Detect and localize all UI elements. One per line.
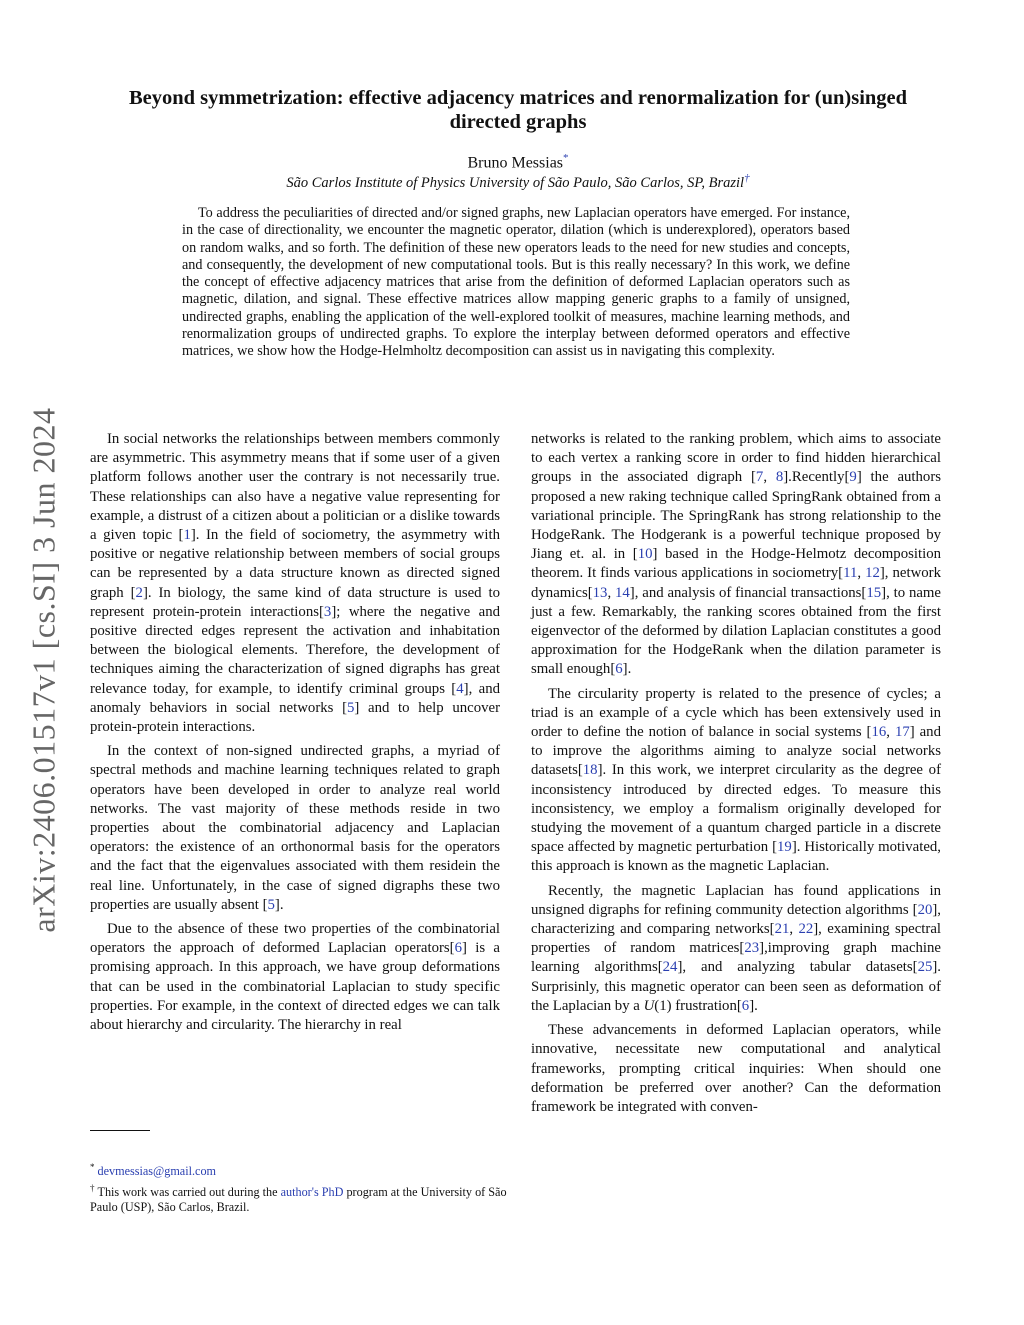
phd-link[interactable]: author's PhD <box>280 1184 344 1199</box>
citation-link[interactable]: 10 <box>637 546 653 563</box>
citation-link[interactable]: 14 <box>614 584 630 601</box>
author-line <box>120 152 916 172</box>
citation-link[interactable]: 16 <box>871 724 887 741</box>
citation-link[interactable]: 5 <box>347 699 355 716</box>
citation-link[interactable]: 15 <box>866 584 882 601</box>
paragraph-deformed-laplacian: Due to the absence of these two properties of the combinatorial operators the approach of deformed Laplacian operators[6] is a promising approach. In this approach, we have group deformations that can be used in the combinatorial Laplacian to study specific properties. For example, in the context of directed edges we can talk about hierarchy and circularity. The hierarchy in real <box>90 921 500 1034</box>
citation-link[interactable]: 3 <box>323 603 332 620</box>
paragraph-circularity: The circularity property is related to the presence of cycles; a triad is an example of a cycle which has been extensively used in order to define the notion of balance in social systems [16, 17] and to improve the algorithms aiming to analyze social networks datasets[18]. In this work, we interpret circularity as the degree of inconsistency introduced by directed edges. To measure this inconsistency, we employ a formalism originally developed for studying the movement of a quantum charged particle in a discrete space affected by magnetic perturbation [19]. Historically motivated, this approach is known as the magnetic Laplacian. <box>531 685 941 875</box>
citation-link[interactable]: 23 <box>744 940 760 957</box>
footnotes <box>90 1160 510 1217</box>
citation-link[interactable]: 20 <box>917 901 933 918</box>
citation-link[interactable]: 6 <box>454 940 462 957</box>
footnote-phd: † This work was carried out during the author's PhD program at the University of São Paulo (USP), São Carlos, Brazil. <box>90 1182 507 1215</box>
paragraph-spectral-methods: In the context of non-signed undirected graphs, a myriad of spectral methods and machine learning techniques related to graph operators have been developed in order to analyze real world networks. The vast majority of these methods reside in two properties about the combinatorial adjacency and Laplacian operators: the existence of an orthonormal basis for the operators and the fact that the eigenvalues associated with them residein the real line. Unfortunately, in the case of signed digraphs these two properties are usually absent [5]. <box>90 743 500 913</box>
affiliation-footnote-mark[interactable]: † <box>744 172 750 184</box>
left-column <box>90 430 500 1040</box>
citation-link[interactable]: 2 <box>135 584 143 601</box>
citation-link[interactable]: 8 <box>775 469 784 486</box>
citation-link[interactable]: 7 <box>755 469 764 486</box>
citation-link[interactable]: 11 <box>843 565 858 582</box>
paragraph-magnetic-laplacian: Recently, the magnetic Laplacian has found applications in unsigned digraphs for refining community detection algorithms [20], characterizing and comparing networks[21, 22], examining spectral properties of random matrices[23],improving graph machine learning algorithms[24], and analyzing tabular datasets[25]. Surprisinly, this magnetic operator can been seen as deformation of the Laplacian by a U(1) frustration[6]. <box>531 882 941 1014</box>
paragraph-advancements: These advancements in deformed Laplacian operators, while innovative, necessitate new computational and analytical frameworks, prompting critical inquiries: When should one deformation be preferred over another? Can the deformation framework be integrated with conven- <box>531 1022 941 1115</box>
citation-link[interactable]: 6 <box>615 661 623 678</box>
citation-link[interactable]: 13 <box>592 584 608 601</box>
footnote-divider <box>90 1130 150 1131</box>
paragraph-ranking: networks is related to the ranking problem, which aims to associate to each vertex a ranking score in order to find hidden hierarchical groups in the associated digraph [7, 8].Recently[9] the authors proposed a new raking technique called SpringRank obtained from a variational principle. The SpringRank has strong relationship to the HodgeRank. The Hodgerank is a powerful technique proposed by Jiang et. al. in [10] based in the Hodge-Helmotz decomposition theorem. It finds various applications in sociometry[11, 12], network dynamics[13, 14], and analysis of financial transactions[15], to name just a few. Remarkably, the ranking scores obtained from the first eigenvector of the deformed by dilation Laplacian constitutes a good approximation for the HodgeRank when the dilation parameter is small enough[6]. <box>531 431 942 678</box>
abstract: To address the peculiarities of directed and/or signed graphs, new Laplacian operators have emerged. For instance, in the case of directionality, we encounter the magnetic operator, dilation (which is underexplored), operators based on random walks, and so forth. The definition of these new operators leads to the need for new studies and concepts, and consequently, the development of new computational tools. But is this really necessary? In this work, we define the concept of effective adjacency matrices that arise from the definition of deformed Laplacian operators such as magnetic, dilation, and signal. These effective matrices allow mapping generic graphs to a family of unsigned, undirected graphs, enabling the application of the well-explored toolkit of measures, machine learning methods, and renormalization groups of undirected graphs. To explore the interplay between deformed operators and effective matrices, we show how the Hodge-Helmholtz decomposition can assist us in navigating this complexity. <box>182 205 850 360</box>
affiliation-text: São Carlos Institute of Physics University of São Paulo, São Carlos, SP, Brazil <box>286 174 745 191</box>
citation-link[interactable]: 5 <box>267 896 275 913</box>
paragraph-social-networks: In social networks the relationships between members commonly are asymmetric. This asymmetry means that if some user of a given platform follows another user the contrary is not necessarily true. These relationships can also have a negative value representing for example, a distrust of a citizen about a politician or a dislike towards a given topic [1]. In the field of sociometry, the asymmetry with positive or negative relationship between members of social groups can be represented by a data structure known as directed signed graph [2]. In biology, the same kind of data structure is used to represent protein-protein interactions[3]; where the negative and positive directed edges represent the activation and inhabitation between the biological elements. Therefore, the development of techniques aiming the characterization of signed digraphs has great relevance today, for example, to identify criminal groups [4], and anomaly behaviors in social networks [5] and to help uncover protein-protein interactions. <box>90 431 500 736</box>
right-column <box>531 430 941 1122</box>
citation-link[interactable]: 22 <box>798 921 814 938</box>
citation-link[interactable]: 9 <box>849 469 857 486</box>
citation-link[interactable]: 24 <box>662 959 678 976</box>
paper-title: Beyond symmetrization: effective adjacency matrices and renormalization for (un)singed directed graphs <box>128 87 908 133</box>
citation-link[interactable]: 1 <box>183 527 191 544</box>
citation-link[interactable]: 25 <box>917 959 933 976</box>
affiliation <box>120 172 916 192</box>
arxiv-sidebar <box>12 380 76 960</box>
arxiv-identifier: arXiv:2406.01517v1 [cs.SI] 3 Jun 2024 <box>25 407 62 933</box>
citation-link[interactable]: 21 <box>774 921 790 938</box>
citation-link[interactable]: 18 <box>582 762 598 779</box>
author-name: Bruno Messias <box>467 154 564 172</box>
citation-link[interactable]: 19 <box>777 839 792 856</box>
math-symbol: U <box>643 997 655 1014</box>
citation-link[interactable]: 12 <box>865 565 880 582</box>
citation-link[interactable]: 17 <box>894 724 910 741</box>
footnote-email: * devmessias@gmail.com <box>90 1162 217 1179</box>
author-footnote-mark[interactable]: * <box>563 152 569 164</box>
citation-link[interactable]: 4 <box>456 680 464 697</box>
citation-link[interactable]: 6 <box>741 997 750 1014</box>
email-link[interactable]: devmessias@gmail.com <box>97 1164 217 1179</box>
